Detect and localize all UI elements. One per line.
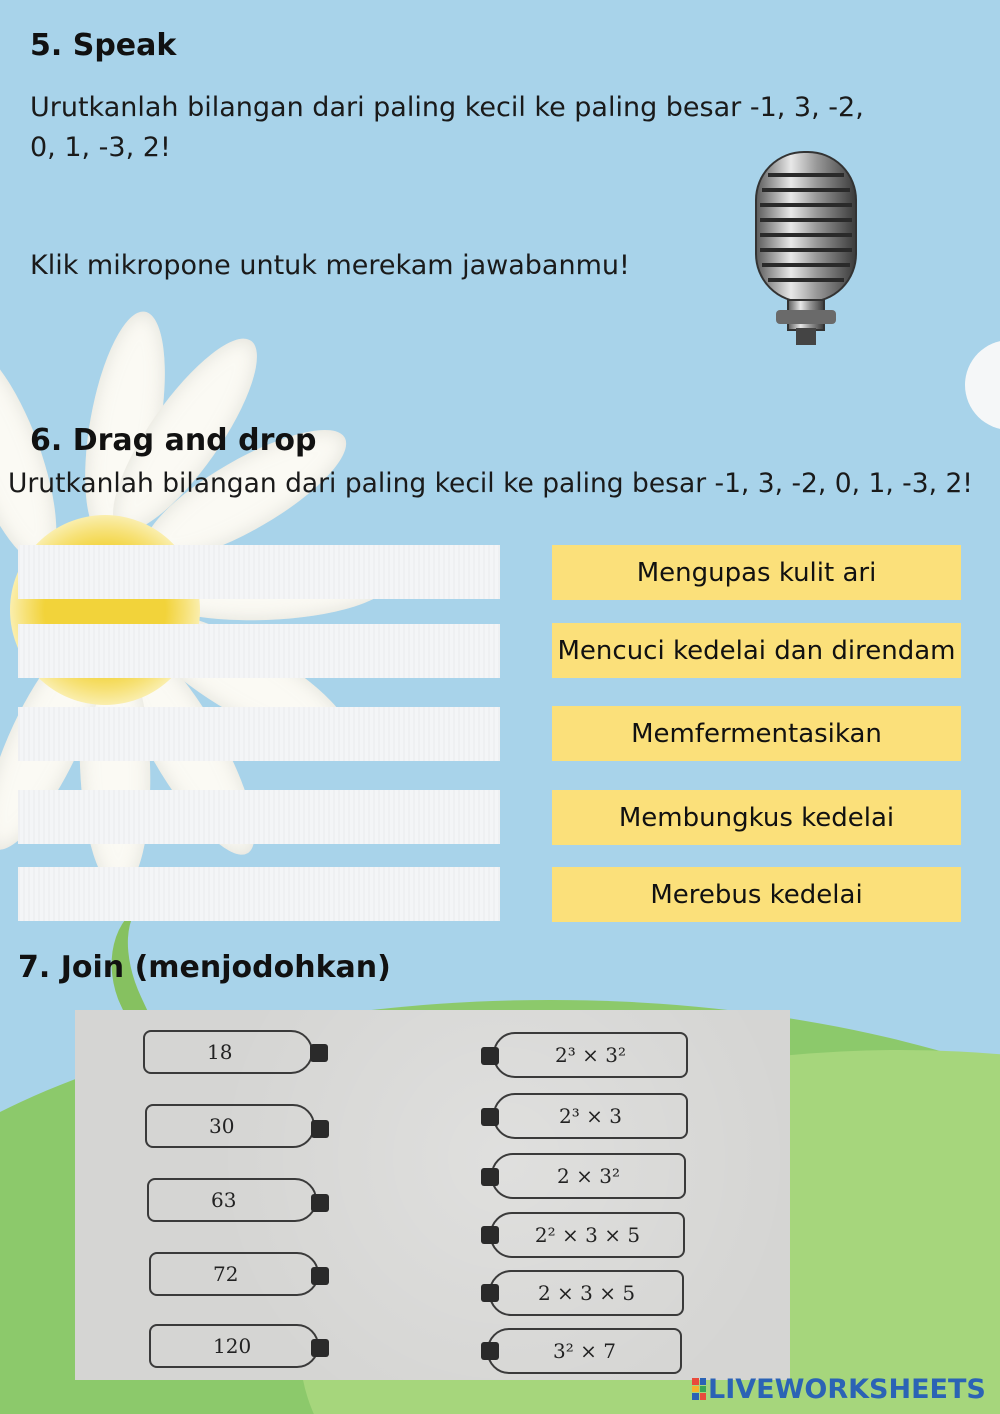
join-left-point[interactable]	[310, 1044, 328, 1062]
drop-zone-4[interactable]	[18, 790, 500, 844]
moon	[965, 340, 1000, 430]
drag-card[interactable]	[552, 623, 961, 678]
join-right-label: 2³ × 3	[559, 1104, 622, 1128]
join-left-point[interactable]	[311, 1339, 329, 1357]
join-right-point[interactable]	[481, 1226, 499, 1244]
drag-card-label: Merebus kedelai	[650, 879, 863, 910]
drop-zone-1[interactable]	[18, 545, 500, 599]
join-left-item	[147, 1178, 317, 1222]
drag-question: Urutkanlah bilangan dari paling kecil ke paling besar -1, 3, -2, 0, 1, -3, 2!	[8, 468, 973, 499]
join-right-item	[493, 1032, 688, 1078]
speak-heading: 5. Speak	[30, 28, 177, 63]
join-right-item	[487, 1328, 682, 1374]
brand-text: LIVEWORKSHEETS	[708, 1373, 986, 1405]
join-right-label: 2² × 3 × 5	[534, 1223, 641, 1247]
drop-zone-5[interactable]	[18, 867, 500, 921]
drag-card[interactable]	[552, 867, 961, 922]
drop-zone-3[interactable]	[18, 707, 500, 761]
speak-question-line1: Urutkanlah bilangan dari paling kecil ke paling besar -1, 3, -2,	[30, 92, 864, 123]
microphone-icon[interactable]	[748, 150, 863, 345]
join-right-label: 2 × 3 × 5	[537, 1281, 636, 1305]
join-right-point[interactable]	[481, 1108, 499, 1126]
join-right-point[interactable]	[481, 1284, 499, 1302]
join-right-item	[493, 1093, 688, 1139]
speak-instruction: Klik mikropone untuk merekam jawabanmu!	[30, 250, 630, 281]
join-right-item	[489, 1270, 684, 1316]
join-left-label: 63	[211, 1188, 237, 1212]
join-heading: 7. Join (menjodohkan)	[18, 950, 391, 985]
join-left-item	[143, 1030, 313, 1074]
join-right-label: 3² × 7	[553, 1339, 616, 1363]
join-right-item	[491, 1153, 686, 1199]
join-right-point[interactable]	[481, 1168, 499, 1186]
join-left-label: 18	[207, 1040, 233, 1064]
drag-card-label: Mencuci kedelai dan direndam	[557, 635, 956, 666]
join-right-label: 2³ × 3²	[555, 1043, 626, 1067]
join-right-item	[490, 1212, 685, 1258]
drop-zone-2[interactable]	[18, 624, 500, 678]
join-left-label: 120	[213, 1334, 252, 1358]
join-right-point[interactable]	[481, 1047, 499, 1065]
drag-card-label: Mengupas kulit ari	[636, 557, 877, 588]
join-left-point[interactable]	[311, 1267, 329, 1285]
join-right-label: 2 × 3²	[557, 1164, 620, 1188]
join-left-label: 30	[209, 1114, 235, 1138]
join-exercise-image	[75, 1010, 790, 1380]
drag-card[interactable]	[552, 706, 961, 761]
drag-card[interactable]	[552, 545, 961, 600]
liveworksheets-brand	[692, 1373, 986, 1405]
join-left-item	[145, 1104, 315, 1148]
liveworksheets-logo-icon	[692, 1378, 706, 1400]
drag-card-label: Memfermentasikan	[631, 718, 882, 749]
join-left-item	[149, 1252, 319, 1296]
join-left-item	[149, 1324, 319, 1368]
join-left-point[interactable]	[311, 1194, 329, 1212]
drag-card[interactable]	[552, 790, 961, 845]
speak-question-line2: 0, 1, -3, 2!	[30, 132, 171, 163]
drag-card-label: Membungkus kedelai	[618, 802, 895, 833]
join-right-point[interactable]	[481, 1342, 499, 1360]
drag-heading: 6. Drag and drop	[30, 423, 317, 458]
join-left-point[interactable]	[311, 1120, 329, 1138]
join-left-label: 72	[213, 1262, 239, 1286]
